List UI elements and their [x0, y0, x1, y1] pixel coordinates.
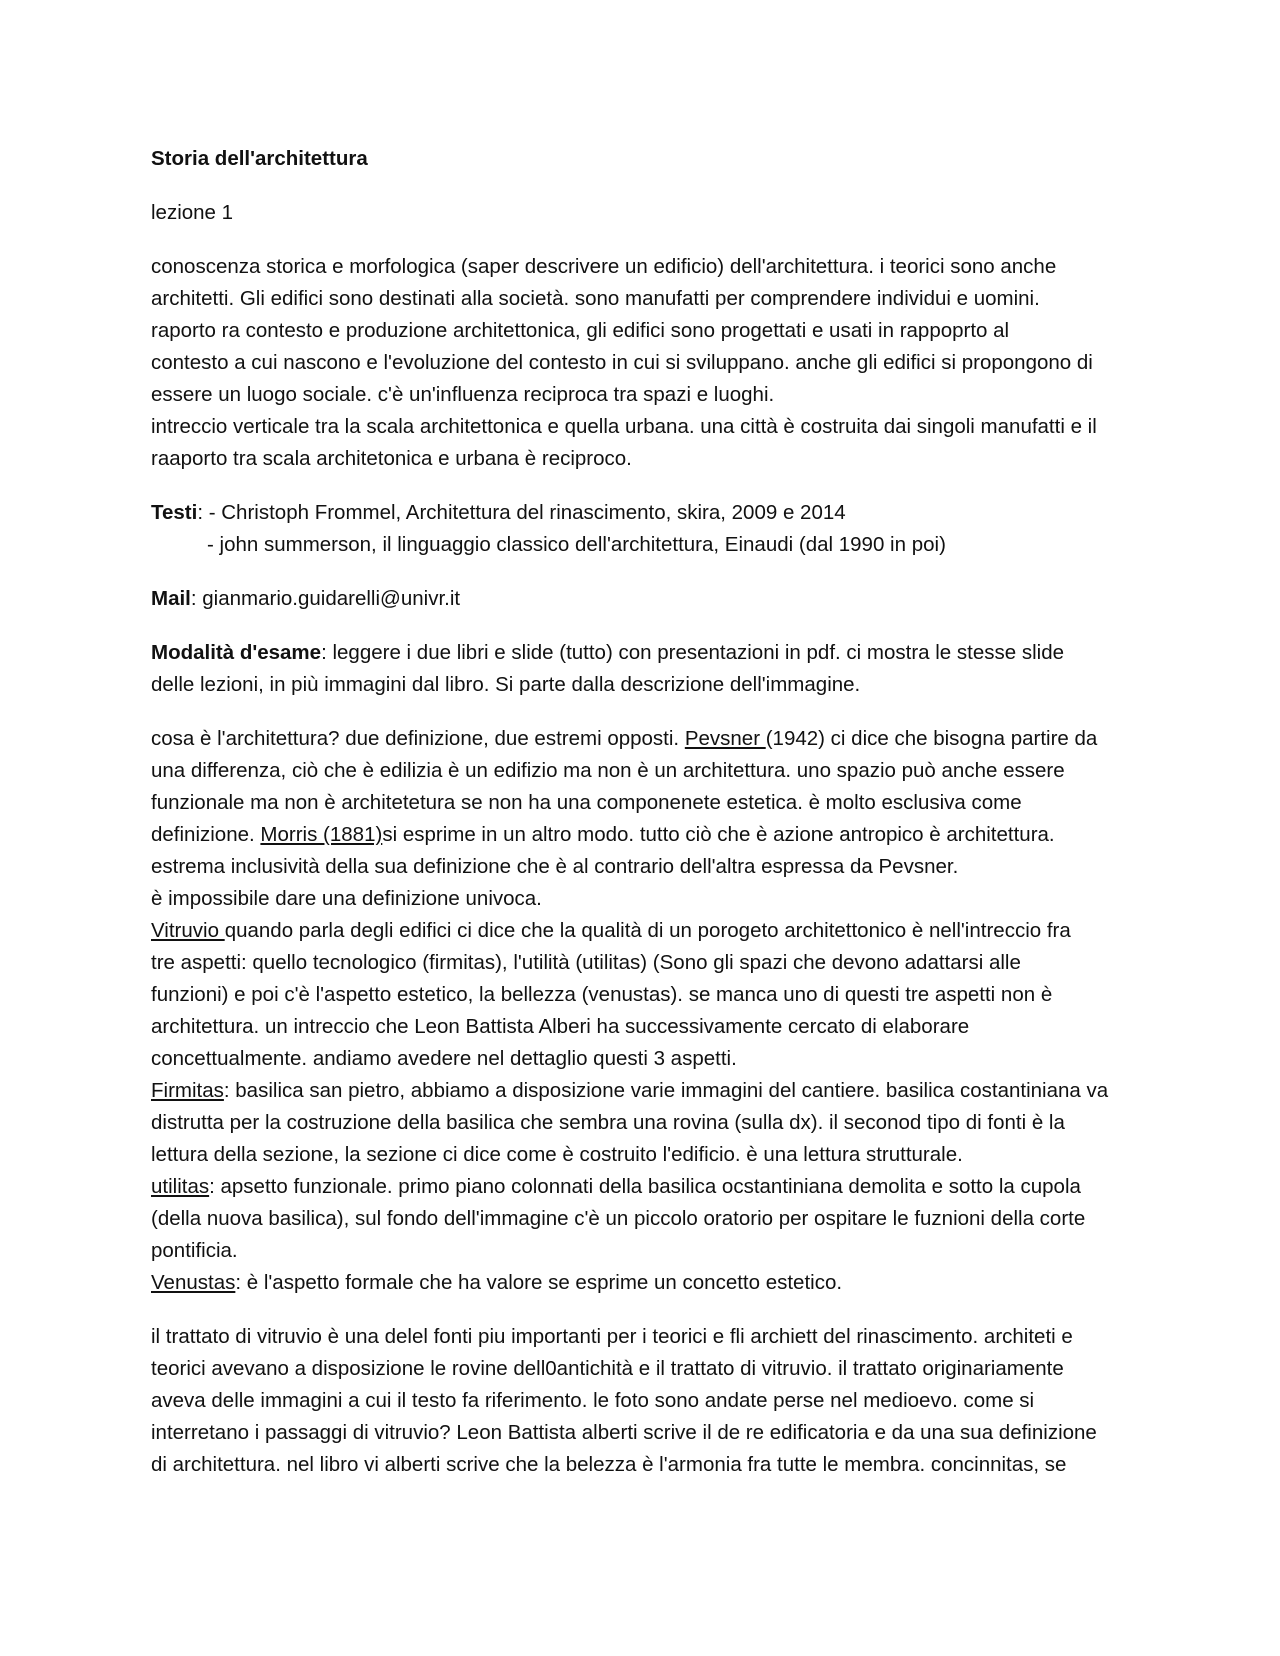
vitruvio-link: Vitruvio — [151, 919, 225, 942]
text-span: (1942) ci dice che bisogna partire da — [765, 727, 1098, 750]
exam-label: Modalità d'esame — [151, 641, 322, 664]
exam-section — [151, 637, 1131, 701]
text-line: intreccio verticale tra la scala architettonica e quella urbana. una città è costruita dai singoli manufatti e il — [151, 415, 1097, 438]
text-line: contesto a cui nascono e l'evoluzione del contesto in cui si sviluppano. anche gli edifici si propongono di — [151, 351, 1093, 374]
text-line: raaporto tra scala architetonica e urbana è reciproco. — [151, 447, 632, 470]
text-line: il trattato di vitruvio è una delel fonti piu importanti per i teorici e fli archiett del rinascimento. architeti e — [151, 1325, 1073, 1348]
definition-section — [151, 723, 1131, 1299]
text-line: concettualmente. andiamo avedere nel dettaglio questi 3 aspetti. — [151, 1047, 737, 1070]
text-line: teorici avevano a disposizione le rovine dell0antichità e il trattato di vitruvio. il trattato originariamente — [151, 1357, 1064, 1380]
pevsner-link: Pevsner — [684, 727, 766, 750]
mail-label: Mail — [151, 587, 191, 610]
text-line: di architettura. nel libro vi alberti scrive che la belezza è l'armonia fra tutte le membra. concinnitas, se — [151, 1453, 1067, 1476]
texts-section — [151, 497, 1131, 561]
text-ref-1: - Christoph Frommel, Architettura del rinascimento, skira, 2009 e 2014 — [208, 501, 846, 524]
text-line — [151, 723, 1131, 755]
text-line: architettura. un intreccio che Leon Battista Alberi ha successivamente cercato di elaborare — [151, 1015, 970, 1038]
lesson-heading: lezione 1 — [151, 201, 234, 224]
text-span: cosa è l'architettura? due definizione, due estremi opposti. — [151, 727, 685, 750]
text-span: : è l'aspetto formale che ha valore se esprime un concetto estetico. — [235, 1271, 843, 1294]
exam-line-1 — [151, 637, 1131, 669]
text-line — [151, 1171, 1131, 1203]
text-span: definizione. — [151, 823, 261, 846]
text-line: funzionale ma non è architetetura se non ha una componenete estetica. è molto esclusiva come — [151, 791, 1022, 814]
text-line: tre aspetti: quello tecnologico (firmitas), l'utilità (utilitas) (Sono gli spazi che devono adattarsi alle — [151, 951, 1021, 974]
texts-line-1 — [151, 497, 1131, 529]
text-line — [151, 1267, 1131, 1299]
text-line: conoscenza storica e morfologica (saper descrivere un edificio) dell'architettura. i teorici sono anche — [151, 255, 1057, 278]
text-line — [151, 915, 1131, 947]
morris-link: Morris (1881) — [260, 823, 383, 846]
mail-line — [151, 583, 1131, 615]
text-line: aveva delle immagini a cui il testo fa riferimento. le foto sono andate perse nel medioevo. come si — [151, 1389, 1035, 1412]
treatise-paragraph — [151, 1321, 1131, 1481]
text-line: lettura della sezione, la sezione ci dice come è costruito l'edificio. è una lettura strutturale. — [151, 1143, 963, 1166]
text-line — [151, 819, 1131, 851]
document-title: Storia dell'architettura — [151, 147, 368, 170]
text-line: pontificia. — [151, 1239, 238, 1262]
text-span: : apsetto funzionale. primo piano colonnati della basilica ocstantiniana demolita e sotto la cupola — [209, 1175, 1081, 1198]
mail-value: : gianmario.guidarelli@univr.it — [190, 587, 461, 610]
text-line — [151, 1075, 1131, 1107]
text-span: quando parla degli edifici ci dice che la qualità di un porogeto architettonico è nell'intreccio fra — [224, 919, 1071, 942]
texts-colon: : — [197, 501, 209, 524]
text-line: è impossibile dare una definizione univoca. — [151, 887, 542, 910]
text-line: (della nuova basilica), sul fondo dell'immagine c'è un piccolo oratorio per ospitare le fuznioni della corte — [151, 1207, 1086, 1230]
text-ref-2: - john summerson, il linguaggio classico dell'architettura, Einaudi (dal 1990 in poi) — [207, 533, 946, 556]
text-line: raporto ra contesto e produzione architettonica, gli edifici sono progettati e usati in rappoprto al — [151, 319, 1010, 342]
text-line: architetti. Gli edifici sono destinati alla società. sono manufatti per comprendere individui e uomini. — [151, 287, 1040, 310]
utilitas-link: utilitas — [151, 1175, 210, 1198]
text-span: : basilica san pietro, abbiamo a disposizione varie immagini del cantiere. basilica costantiniana va — [223, 1079, 1109, 1102]
exam-text: : leggere i due libri e slide (tutto) con presentazioni in pdf. ci mostra le stesse slide — [321, 641, 1065, 664]
firmitas-link: Firmitas — [151, 1079, 224, 1102]
text-line: interretano i passaggi di vitruvio? Leon Battista alberti scrive il de re edificatoria e da una sua definizione — [151, 1421, 1097, 1444]
text-line: essere un luogo sociale. c'è un'influenza reciproca tra spazi e luoghi. — [151, 383, 775, 406]
text-span: si esprime in un altro modo. tutto ciò che è azione antropico è architettura. — [382, 823, 1055, 846]
text-line: distrutta per la costruzione della basilica che sembra una rovina (sulla dx). il seconod tipo di fonti è la — [151, 1111, 1065, 1134]
venustas-link: Venustas — [151, 1271, 236, 1294]
document-page — [151, 143, 1131, 1481]
texts-label: Testi — [151, 501, 198, 524]
text-line: funzioni) e poi c'è l'aspetto estetico, la bellezza (venustas). se manca uno di questi tre aspetti non è — [151, 983, 1053, 1006]
text-line: una differenza, ciò che è edilizia è un edifizio ma non è un architettura. uno spazio può anche essere — [151, 759, 1065, 782]
text-line: estrema inclusività della sua definizione che è al contrario dell'altra espressa da Pevsner. — [151, 855, 959, 878]
exam-line-2: delle lezioni, in più immagini dal libro. Si parte dalla descrizione dell'immagine. — [151, 673, 861, 696]
intro-paragraph — [151, 251, 1131, 475]
